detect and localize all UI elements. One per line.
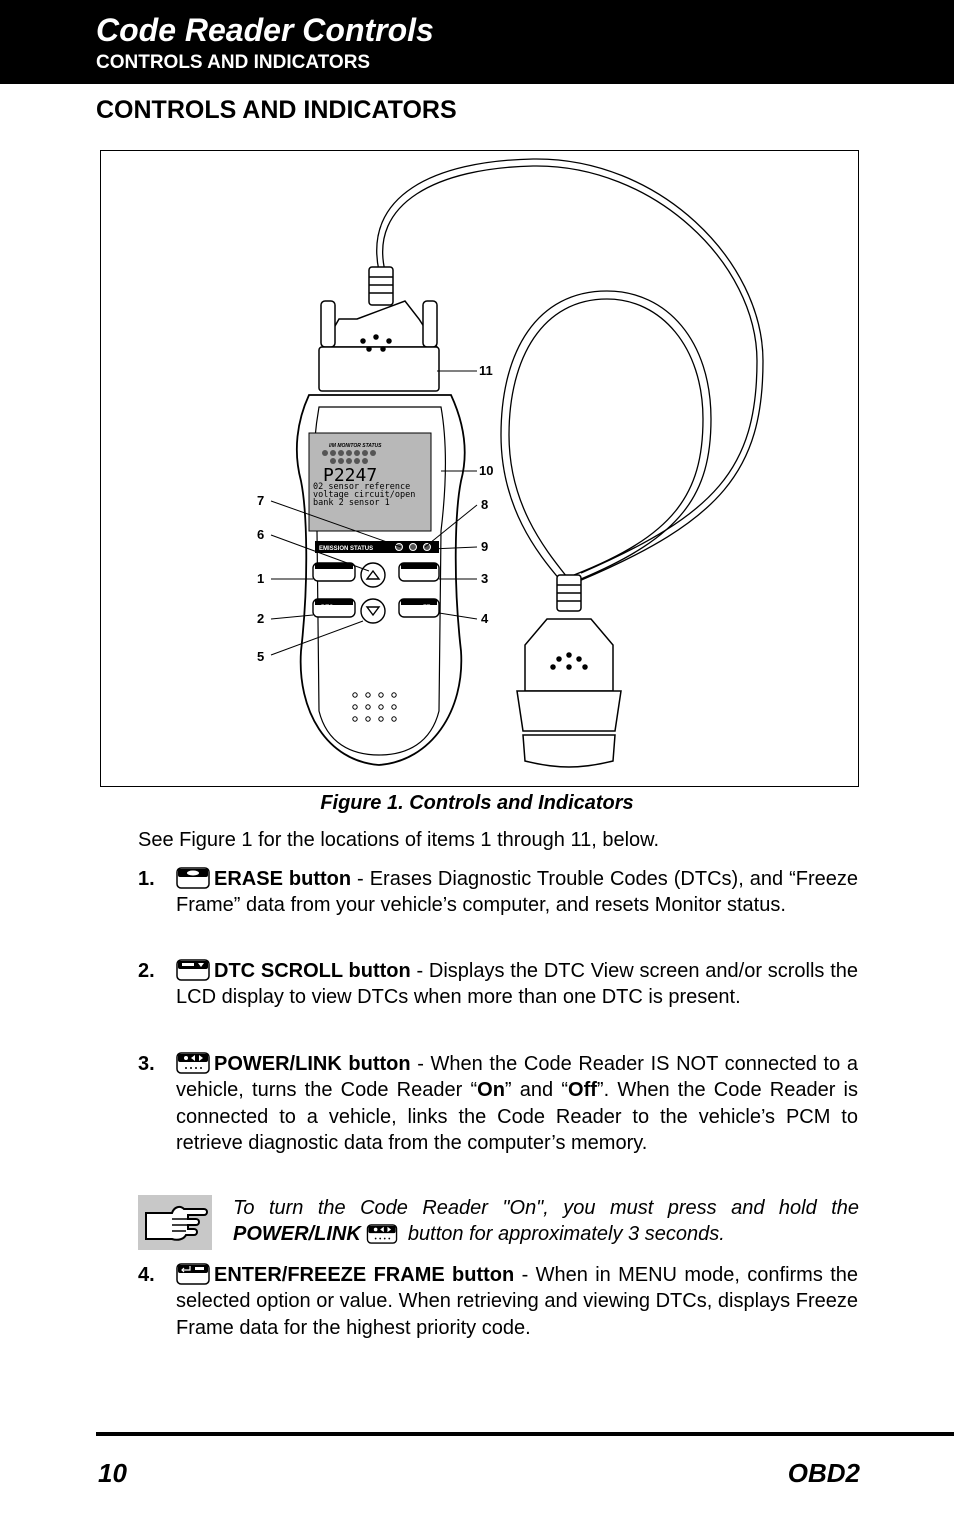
header-subtitle: CONTROLS AND INDICATORS bbox=[96, 52, 371, 73]
callout-1: 1 bbox=[257, 571, 265, 586]
callout-8: 8 bbox=[481, 497, 489, 512]
item-text: - When in MENU mode, confirms the selected option or value. When retrieving and viewing DTCs, displays Freeze Frame data for the highest priority code. bbox=[176, 1264, 858, 1339]
enter-ff-button-icon bbox=[176, 1263, 210, 1285]
page-number: 10 bbox=[98, 1458, 127, 1488]
item-text-part: ” and “ bbox=[504, 1079, 569, 1102]
screen-line-1: 02 sensor reference bbox=[313, 482, 411, 492]
on-word: On bbox=[477, 1079, 505, 1102]
note-bold: POWER/LINK bbox=[233, 1223, 361, 1246]
top-connector bbox=[319, 267, 439, 391]
power-button-cap bbox=[401, 563, 437, 569]
off-word: Off bbox=[568, 1079, 597, 1102]
erase-button-cap bbox=[315, 563, 353, 569]
figure-1 bbox=[100, 150, 859, 787]
screen-header: I/M MONITOR STATUS bbox=[329, 443, 382, 449]
item-title: ERASE button bbox=[214, 868, 352, 890]
scroll-up-button bbox=[361, 563, 385, 587]
list-item-erase bbox=[138, 866, 858, 919]
item-title: DTC SCROLL button bbox=[214, 960, 411, 982]
note-text bbox=[233, 1195, 859, 1248]
item-number: 2. bbox=[138, 960, 155, 982]
ff-button-label: FF bbox=[423, 605, 431, 611]
screen-line-3: bank 2 sensor 1 bbox=[313, 498, 390, 508]
intro-text: See Figure 1 for the locations of items 1 through 11, below. bbox=[138, 829, 660, 851]
lcd-screen bbox=[309, 433, 431, 531]
screen-line-2: voltage circuit/open bbox=[313, 490, 416, 500]
list-item-enter-freeze-frame bbox=[138, 1262, 858, 1341]
callout-6: 6 bbox=[257, 527, 265, 542]
erase-button-icon bbox=[176, 867, 210, 889]
item-number: 1. bbox=[138, 868, 155, 890]
note-callout bbox=[138, 1195, 858, 1251]
dtc-scroll-button-icon bbox=[176, 959, 210, 981]
item-number: 3. bbox=[138, 1053, 155, 1075]
figure-caption: Figure 1. Controls and Indicators bbox=[320, 792, 634, 814]
footer-rule bbox=[96, 1432, 954, 1436]
pointing-hand-icon bbox=[138, 1195, 212, 1250]
callout-3: 3 bbox=[481, 571, 489, 586]
obd-connector bbox=[517, 575, 621, 767]
callout-7: 7 bbox=[257, 493, 265, 508]
dtc-button-label: DTC bbox=[321, 605, 334, 611]
screen-code: P2247 bbox=[323, 465, 378, 486]
item-text: - Erases Diagnostic Trouble Codes (DTCs), and “Freeze Frame” data from your vehicle’s computer, and resets Monitor status. bbox=[176, 868, 858, 917]
item-title: POWER/LINK button bbox=[214, 1053, 411, 1075]
item-text-part: ”. When the Code Reader is connected to a vehicle, links the Code Reader to the vehicle’s PCM to retrieve diagnostic data from the computer’s memory. bbox=[176, 1079, 859, 1155]
header-title: Code Reader Controls bbox=[96, 12, 434, 48]
callout-10: 10 bbox=[479, 463, 494, 478]
item-number: 4. bbox=[138, 1264, 155, 1286]
callout-2: 2 bbox=[257, 611, 265, 626]
power-link-button-icon bbox=[366, 1224, 398, 1244]
emission-status-label: EMISSION STATUS bbox=[319, 546, 374, 552]
list-item-power-link bbox=[138, 1051, 858, 1157]
scroll-down-button bbox=[361, 599, 385, 623]
callout-11: 11 bbox=[479, 363, 493, 378]
note-text-part: button for approximately 3 seconds. bbox=[402, 1223, 725, 1246]
note-text-part: To turn the Code Reader "On", you must press and hold the bbox=[233, 1197, 859, 1219]
page-header-bar bbox=[0, 0, 954, 84]
section-title: CONTROLS AND INDICATORS bbox=[96, 96, 457, 124]
product-name: OBD2 bbox=[787, 1458, 860, 1488]
item-title: ENTER/FREEZE FRAME button bbox=[214, 1264, 515, 1286]
item-text: - Displays the DTC View screen and/or scrolls the LCD display to view DTCs when more than one DTC is present. bbox=[176, 960, 858, 1009]
power-link-button-icon bbox=[176, 1052, 210, 1074]
callout-5: 5 bbox=[257, 649, 265, 664]
code-reader-illustration bbox=[101, 151, 858, 786]
item-text-part: - When the Code Reader IS NOT connected to a vehicle, turns the Code Reader “ bbox=[176, 1053, 858, 1102]
ff-button-cap bbox=[401, 599, 437, 605]
callout-9: 9 bbox=[481, 539, 489, 554]
list-item-dtc-scroll bbox=[138, 958, 858, 1011]
callout-4: 4 bbox=[481, 611, 489, 626]
